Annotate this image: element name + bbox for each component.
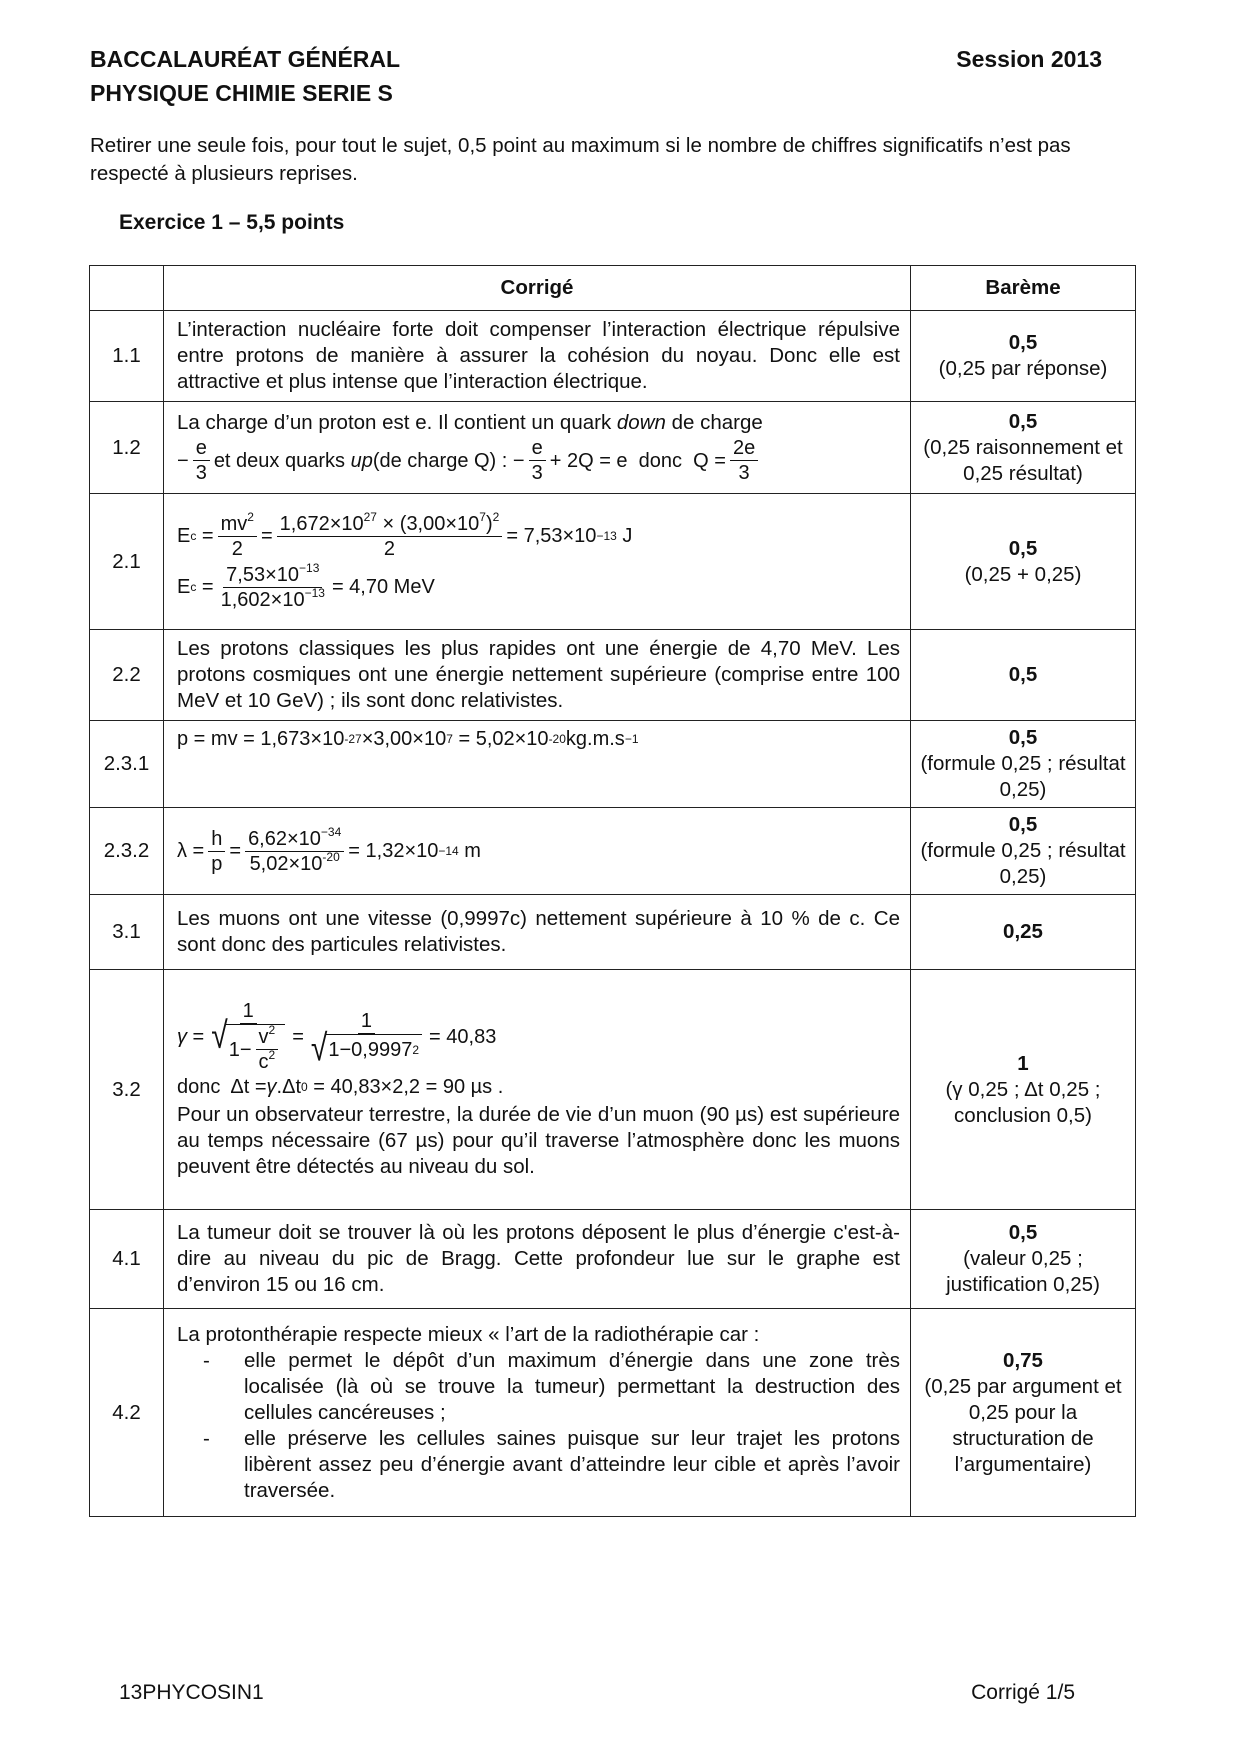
answer-cell	[164, 721, 911, 808]
table-row	[90, 895, 1136, 970]
lorentz-factor-formula: γ = 1 √ 1− $\frac{v^2}{c^2}$ = 1 √ 1−0,9997 2 = 40,83	[177, 1000, 497, 1073]
kinetic-energy-mev: E c = $\frac{7,53\times 10^{-13}}{1,602\times 10^{-13}}$ = 4,70 MeV	[177, 560, 435, 611]
points-detail: (γ 0,25 ; Δt 0,25 ; conclusion 0,5)	[945, 1077, 1101, 1127]
table-row	[90, 494, 1136, 630]
answer-cell	[164, 1309, 911, 1517]
list-item: - elle préserve les cellules saines puisque sur leur trajet les protons libèrent assez peu d’énergie avant d’atteindre leur cible et après l’avoir traversée.	[244, 1426, 900, 1504]
grading-cell	[911, 402, 1136, 494]
answer-cell	[164, 808, 911, 895]
points: 0,75	[1003, 1348, 1043, 1372]
points-detail: (0,25 + 0,25)	[964, 562, 1082, 586]
question-number: 2.3.1	[90, 721, 164, 808]
time-dilation-formula: donc Δt = γ .Δt 0 = 40,83×2,2 = 90 µs .	[177, 1076, 504, 1098]
points-detail: (formule 0,25 ; résultat 0,25)	[920, 752, 1126, 801]
points: 0,5	[1008, 726, 1038, 749]
table-row	[90, 1210, 1136, 1309]
kinetic-energy-formula: E c = $\frac{mv^2}{2}$ = $\frac{1,672\times 10^{27} \times (3,00\times 10^7)^2}{2}$ = 7,53×10 −13 J	[177, 509, 633, 560]
question-number: 4.2	[90, 1309, 164, 1517]
points-detail: (0,25 raisonnement et 0,25 résultat)	[923, 435, 1123, 485]
question-number: 1.1	[90, 311, 164, 402]
points-detail: (valeur 0,25 ; justification 0,25)	[946, 1247, 1100, 1296]
points: 0,5	[1008, 536, 1038, 560]
answer-text: Les muons ont une vitesse (0,9997c) nettement supérieure à 10 % de c. Ce sont donc des particules relativistes.	[164, 895, 911, 970]
question-number: 2.1	[90, 494, 164, 630]
points: 0,5	[1008, 813, 1038, 836]
argument-list	[177, 1348, 900, 1504]
table-row	[90, 402, 1136, 494]
answer-emphasis: down	[616, 411, 666, 434]
header-bareme: Barème	[911, 266, 1136, 311]
grading-cell	[911, 630, 1136, 721]
points: 0,5	[1008, 331, 1038, 354]
grading-cell	[911, 970, 1136, 1210]
grading-cell	[911, 721, 1136, 808]
points-detail: (formule 0,25 ; résultat 0,25)	[920, 839, 1126, 888]
intro-note: Retirer une seule fois, pour tout le sujet, 0,5 point au maximum si le nombre de chiffres significatifs n’est pas respecté à plusieurs reprises.	[90, 134, 1071, 185]
answer-text: La tumeur doit se trouver là où les protons déposent le plus d’énergie c'est-à-dire au niveau du pic de Bragg. Cette profondeur lue sur le graphe est d’environ 15 ou 16 cm.	[164, 1210, 911, 1309]
table-row	[90, 311, 1136, 402]
answer-line	[177, 410, 900, 436]
table-row	[90, 970, 1136, 1210]
answer-text: de charge	[665, 411, 763, 434]
table-header-row	[90, 266, 1136, 311]
grading-cell	[911, 808, 1136, 895]
exam-title: BACCALAURÉAT GÉNÉRAL	[90, 46, 401, 72]
table-row	[90, 1309, 1136, 1517]
grading-table	[89, 265, 1136, 1517]
grading-cell	[911, 494, 1136, 630]
points: 0,25	[1003, 920, 1043, 943]
answer-text: Les protons classiques les plus rapides ont une énergie de 4,70 MeV. Les protons cosmiques ont une énergie nettement supérieure (comprise entre 100 MeV et 10 GeV) ; ils sont donc relativistes.	[164, 630, 911, 721]
exam-subtitle: PHYSIQUE CHIMIE SERIE S	[90, 80, 393, 106]
points: 1	[1017, 1051, 1029, 1075]
exercise-title: Exercice 1 – 5,5 points	[119, 211, 345, 234]
answer-emphasis: up	[350, 449, 373, 472]
table-row	[90, 630, 1136, 721]
question-number: 3.1	[90, 895, 164, 970]
document-code: 13PHYCOSIN1	[119, 1681, 264, 1704]
table-row	[90, 808, 1136, 895]
answer-text: donc	[177, 1076, 221, 1098]
question-number: 2.2	[90, 630, 164, 721]
points-detail: (0,25 par argument et 0,25 pour la structuration de l’argumentaire)	[924, 1374, 1122, 1476]
grading-cell	[911, 1309, 1136, 1517]
list-item: - elle permet le dépôt d’un maximum d’énergie dans une zone très localisée (là où se trouve la tumeur) permettant la destruction des cellules cancéreuses ;	[244, 1348, 900, 1426]
points-detail: (0,25 par réponse)	[938, 357, 1108, 380]
table-row	[90, 721, 1136, 808]
answer-text: et deux quarks	[213, 449, 346, 472]
wavelength-formula: λ = $\frac{h}{p}$ = $\frac{6,62\times 10^{-34}}{5,02\times 10^{-20}}$ = 1,32×10 −14 m	[177, 824, 481, 875]
answer-text: L’interaction nucléaire forte doit compenser l’interaction électrique répulsive entre protons de manière à assurer la cohésion du noyau. Donc elle est attractive et plus intense que l’interaction électrique.	[164, 311, 911, 402]
answer-text: Pour un observateur terrestre, la durée de vie d’un muon (90 µs) est supérieure au temps nécessaire (67 µs) pour qu’il traverse l’atmosphère donc les muons peuvent être détectés au niveau du sol.	[177, 1103, 900, 1178]
question-number: 3.2	[90, 970, 164, 1210]
page-number: Corrigé 1/5	[971, 1681, 1075, 1704]
header-empty	[90, 266, 164, 311]
answer-text: La charge d’un proton est e. Il contient un quark	[177, 411, 617, 434]
answer-lead: La protonthérapie respecte mieux « l’art de la radiothérapie car :	[177, 1322, 760, 1346]
session-label: Session 2013	[956, 46, 1102, 72]
charge-formula: − $\frac{e}{3}$ et deux quarks up (de charge Q) : − $\frac{e}{3}$ + 2Q = e donc Q = $\frac{2e}{3}$	[177, 436, 900, 485]
points: 0,5	[1008, 663, 1038, 686]
grading-cell	[911, 311, 1136, 402]
question-number: 2.3.2	[90, 808, 164, 895]
header-corrige: Corrigé	[164, 266, 911, 311]
question-number: 1.2	[90, 402, 164, 494]
grading-cell	[911, 1210, 1136, 1309]
answer-cell	[164, 970, 911, 1210]
question-number: 4.1	[90, 1210, 164, 1309]
answer-text: (de charge Q) :	[372, 449, 508, 472]
answer-cell	[164, 402, 911, 494]
grading-cell	[911, 895, 1136, 970]
momentum-formula: p = mv = 1,673×10 -27 ×3,00×10 7 = 5,02×10 -20 kg.m.s −1	[177, 728, 639, 750]
points: 0,5	[1008, 409, 1038, 433]
points: 0,5	[1008, 1221, 1038, 1244]
answer-cell	[164, 494, 911, 630]
